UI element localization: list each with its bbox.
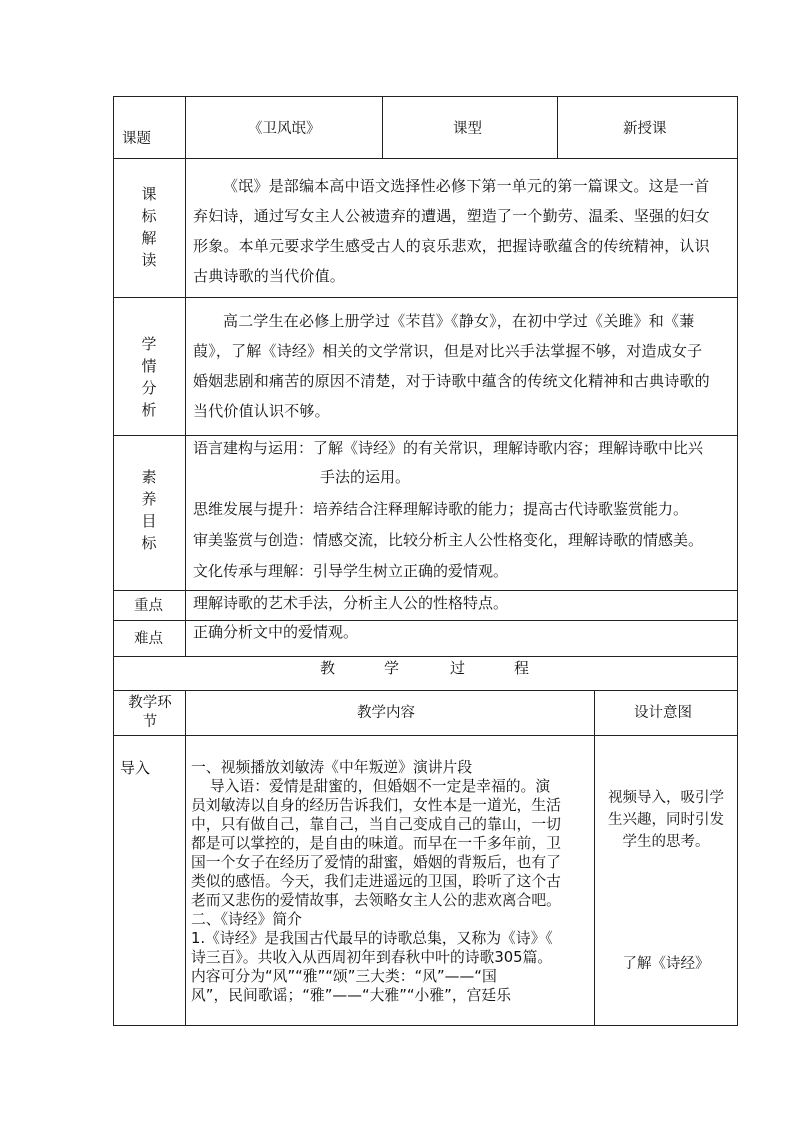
col-header-design: 设计意图 bbox=[634, 705, 692, 721]
design-intent-shijing: 了解《诗经》 bbox=[622, 956, 710, 972]
key-point-label: 重点 bbox=[134, 598, 163, 614]
objective-language-cont: 手法的运用。 bbox=[320, 468, 411, 486]
process-heading-char: 程 bbox=[514, 659, 530, 677]
row-divider bbox=[113, 297, 738, 298]
col-divider bbox=[557, 96, 558, 158]
row-divider bbox=[113, 590, 738, 591]
difficulty-label: 难点 bbox=[134, 631, 163, 647]
col-header-content: 教学内容 bbox=[357, 705, 415, 721]
col-divider bbox=[594, 690, 595, 1026]
design-intent-intro: 视频导入，吸引学 生兴趣，同时引发 学生的思考。 bbox=[608, 790, 724, 850]
intro-content: 一、视频播放刘敏涛《中年叛逆》演讲片段 导入语：爱情是甜蜜的，但婚姻不一定是幸福的。演 员刘敏涛以自身的经历告诉我们，女性本是一道光，生活 中，只有做自己，靠自己，当自己变成自己的靠山，一切 都是可以掌控的，是自由的味道。而早在一千多年前，卫 国一个女子在经历了爱情的甜蜜，婚姻的背叛后，也有了 类似的感悟。今天，我们走进遥远的卫国，聆听了这个古 老而又悲伤的爱情故事，去领略女主人公的悲欢离合吧。 二、《诗经》简介 1.《诗经》是我国古代最早的诗歌总集，又称为《诗》《 诗三百》。共收入从西周初年到春秋中叶的诗歌305篇。 内容可分为“风”“雅”“颂”三大类：“风”——“国 风”，民间歌谣；“雅”——“大雅”“小雅”，宫廷乐 bbox=[191, 759, 561, 1004]
col-header-stage: 教学环 节 bbox=[128, 695, 172, 730]
table-border-bottom bbox=[113, 1025, 738, 1026]
process-heading-char: 教 bbox=[320, 659, 336, 677]
objective-aesthetic: 审美鉴赏与创造：情感交流，比较分析主人公性格变化，理解诗歌的情感美。 bbox=[193, 531, 704, 549]
table-border-top bbox=[113, 96, 738, 97]
col-divider bbox=[185, 690, 186, 1026]
analysis-label: 学 情 分 析 bbox=[141, 335, 157, 419]
course-label: 课题 bbox=[122, 131, 151, 147]
objective-language: 语言建构与运用：了解《诗经》的有关常识，理解诗歌内容；理解诗歌中比兴 bbox=[193, 439, 704, 457]
difficulty-text: 正确分析文中的爱情观。 bbox=[193, 623, 359, 641]
col-divider bbox=[185, 96, 186, 657]
standard-text: 《氓》是部编本高中语文选择性必修下第一单元的第一篇课文。这是一首 弃妇诗，通过写女主人公被遗弃的遭遇，塑造了一个勤劳、温柔、坚强的妇女 形象。本单元要求学生感受古人的哀乐悲欢，把握诗歌蕴含的传统精神，认识 古典诗歌的当代价值。 bbox=[193, 177, 710, 285]
type-label: 课型 bbox=[453, 121, 482, 137]
row-divider bbox=[113, 656, 738, 657]
type-value: 新授课 bbox=[623, 121, 667, 137]
analysis-text: 高二学生在必修上册学过《芣苢》《静女》，在初中学过《关雎》和《蒹 葭》，了解《诗经》相关的文学常识，但是对比兴手法掌握不够，对造成女子 婚姻悲剧和痛苦的原因不清楚，对于诗歌中蕴含的传统文化精神和古典诗歌的 当代价值认识不够。 bbox=[193, 312, 710, 420]
row-divider bbox=[113, 690, 738, 691]
process-heading-char: 过 bbox=[450, 659, 466, 677]
table-border-right bbox=[737, 96, 738, 1026]
objective-thinking: 思维发展与提升：培养结合注释理解诗歌的能力；提高古代诗歌鉴赏能力。 bbox=[193, 500, 689, 518]
row-divider bbox=[113, 158, 738, 159]
process-heading-char: 学 bbox=[384, 659, 400, 677]
standard-label: 课 标 解 读 bbox=[141, 185, 157, 269]
course-title: 《卫风氓》 bbox=[248, 121, 321, 137]
col-divider bbox=[382, 96, 383, 158]
table-border-left bbox=[113, 96, 114, 1026]
key-point-text: 理解诗歌的艺术手法，分析主人公的性格特点。 bbox=[193, 594, 509, 612]
objective-culture: 文化传承与理解：引导学生树立正确的爱情观。 bbox=[193, 562, 509, 580]
row-divider bbox=[113, 735, 738, 736]
objectives-label: 素 养 目 标 bbox=[141, 468, 157, 552]
stage-intro: 导入 bbox=[120, 759, 151, 777]
